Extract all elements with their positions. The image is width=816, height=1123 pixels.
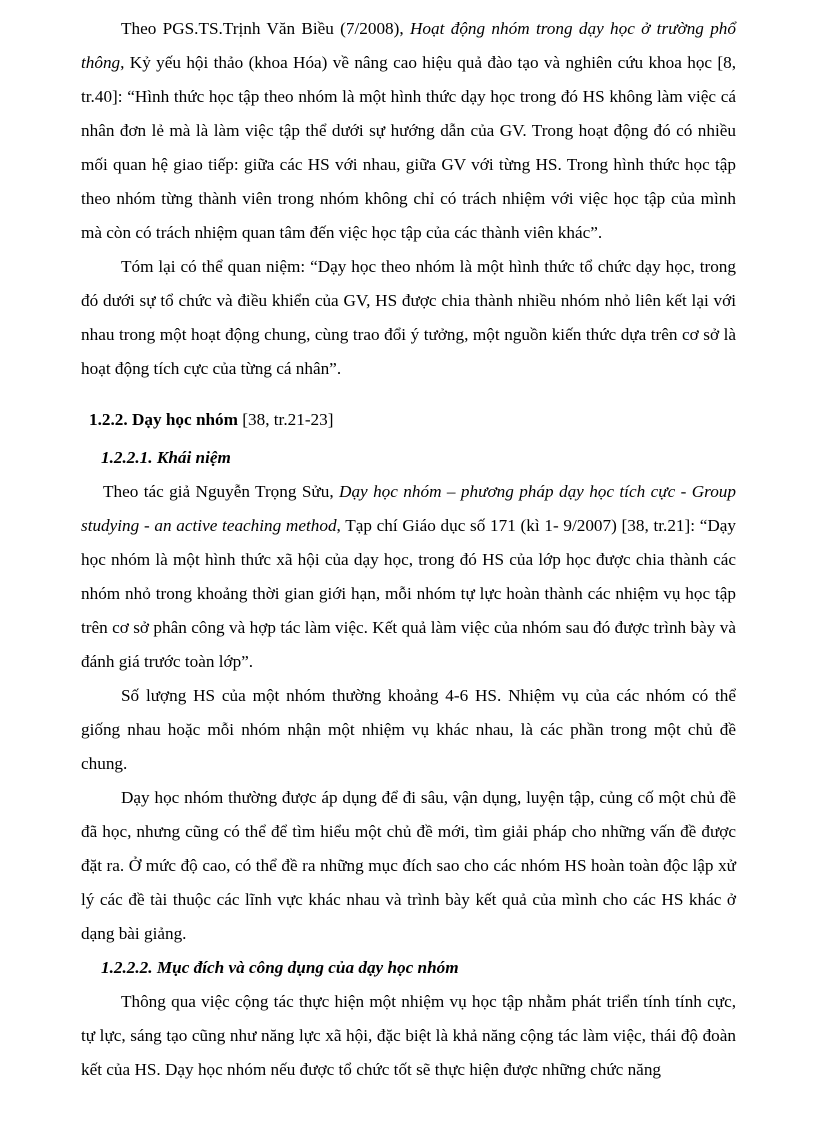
concept-citation-title: Dạy học nhóm – phương pháp dạy học tích cực - Group studying - an active teaching method (81, 482, 736, 535)
intro-paragraph-1 (81, 12, 736, 250)
citation-lead: Theo PGS.TS.Trịnh Văn Biều (7/2008), (121, 19, 411, 38)
subsection-heading-1-2-2-2: 1.2.2.2. Mục đích và công dụng của dạy học nhóm (101, 958, 459, 977)
subsection-heading-1-2-2-1: 1.2.2.1. Khái niệm (101, 448, 231, 467)
concept-paragraph-1 (81, 475, 736, 679)
concept-paragraph-3: Dạy học nhóm thường được áp dụng để đi sâu, vận dụng, luyện tập, củng cố một chủ đề đã học, nhưng cũng có thể để tìm hiểu một chủ đề mới, tìm giải pháp cho những vấn đề được đặt ra. Ở mức độ cao, có thể đề ra những mục đích sao cho các nhóm HS hoàn toàn độc lập xử lý các đề tài thuộc các lĩnh vực khác nhau và trình bày kết quả của mình cho các HS khác ở dạng bài giảng. (81, 788, 736, 943)
purpose-paragraph-1: Thông qua việc cộng tác thực hiện một nhiệm vụ học tập nhằm phát triển tính tính cực, tự lực, sáng tạo cũng như năng lực xã hội, đặc biệt là khả năng cộng tác làm việc, thái độ đoàn kết của HS. Dạy học nhóm nếu được tổ chức tốt sẽ thực hiện được những chức năng (81, 992, 736, 1079)
citation-title: Hoạt động nhóm trong dạy học ở trường phổ thông (81, 19, 736, 72)
concept-paragraph-2: Số lượng HS của một nhóm thường khoảng 4-6 HS. Nhiệm vụ của các nhóm có thể giống nhau hoặc mỗi nhóm nhận một nhiệm vụ khác nhau, là các phần trong một chủ đề chung. (81, 686, 736, 773)
concept-citation-body: , Tạp chí Giáo dục số 171 (kì 1- 9/2007) [38, tr.21]: “Dạy học nhóm là một hình thức xã hội của dạy học, trong đó HS của lớp học được chia thành các nhóm nhỏ trong khoảng thời gian giới hạn, mỗi nhóm tự lực hoàn thành các nhiệm vụ học tập trên cơ sở phân công và hợp tác làm việc. Kết quả làm việc của nhóm sau đó được trình bày và đánh giá trước toàn lớp”. (81, 516, 736, 671)
section-heading-text: 1.2.2. Dạy học nhóm (89, 410, 238, 429)
document-page (81, 12, 736, 1087)
section-heading-ref: [38, tr.21-23] (237, 410, 334, 429)
citation-body: , Kỷ yếu hội thảo (khoa Hóa) về nâng cao hiệu quả đào tạo và nghiên cứu khoa học [8, tr.40]: “Hình thức học tập theo nhóm là một hình thức dạy học trong đó HS không làm việc cá nhân đơn lẻ mà là làm việc tập thể dưới sự hướng dẫn của GV. Trong hoạt động đó có nhiều mối quan hệ giao tiếp: giữa các HS với nhau, giữa GV với từng HS. Trong hình thức học tập theo nhóm từng thành viên trong nhóm không chỉ có trách nhiệm với việc học tập của mình mà còn có trách nhiệm quan tâm đến việc học tập của các thành viên khác”. (81, 53, 736, 242)
section-heading-1-2-2 (81, 403, 736, 437)
concept-citation-lead: Theo tác giả Nguyễn Trọng Sửu, (103, 482, 340, 501)
intro-paragraph-2: Tóm lại có thể quan niệm: “Dạy học theo nhóm là một hình thức tổ chức dạy học, trong đó dưới sự tổ chức và điều khiển của GV, HS được chia thành nhiều nhóm nhỏ liên kết lại với nhau trong một hoạt động chung, cùng trao đổi ý tưởng, một nguồn kiến thức dựa trên cơ sở là hoạt động tích cực của từng cá nhân”. (81, 257, 736, 378)
